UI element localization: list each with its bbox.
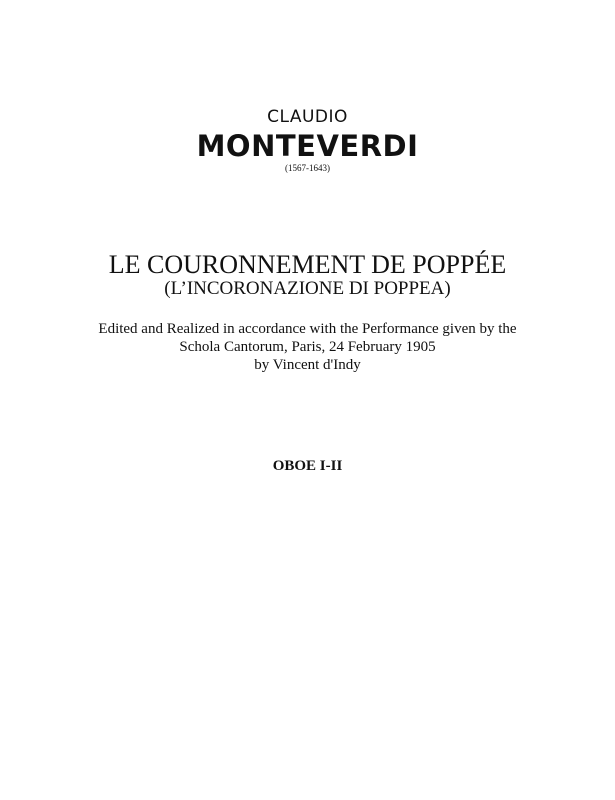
edition-line: by Vincent d'Indy	[254, 357, 361, 373]
composer-first-name: CLAUDIO	[267, 107, 348, 127]
composer-last-name: MONTEVERDI	[196, 129, 419, 163]
edition-note	[0, 320, 615, 374]
edition-line: Schola Cantorum, Paris, 24 February 1905	[179, 339, 436, 355]
instrument-part: OBOE I-II	[272, 458, 343, 474]
work-title: LE COURONNEMENT DE POPPÉE	[108, 250, 507, 279]
work-subtitle: (L’INCORONAZIONE DI POPPEA)	[164, 278, 451, 299]
edition-line: Edited and Realized in accordance with the Performance given by the	[98, 321, 517, 337]
composer-dates: (1567-1643)	[285, 163, 330, 173]
